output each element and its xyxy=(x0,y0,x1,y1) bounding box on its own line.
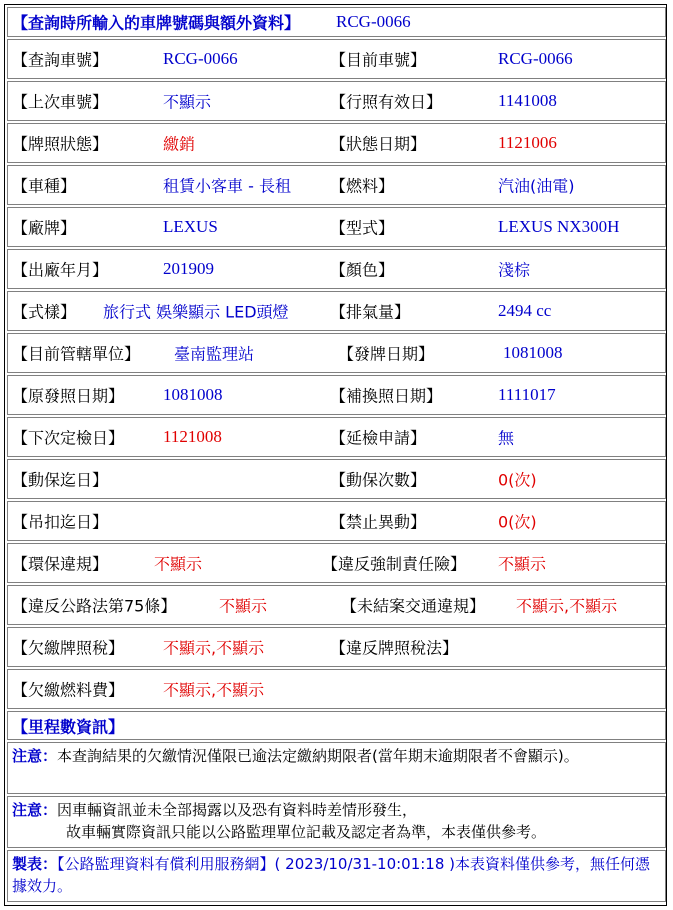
value-next-inspection: 1121008 xyxy=(163,427,222,446)
label-inspection-extension: 【延檢申請】 xyxy=(330,428,427,448)
note-disclaimer-line-1 xyxy=(12,799,661,821)
footer xyxy=(7,850,666,902)
value-plate-status: 繳銷 xyxy=(163,134,196,154)
label-next-inspection: 【下次定檢日】 xyxy=(12,428,125,448)
label-license-tax-violation: 【違反牌照稅法】 xyxy=(330,638,459,658)
value-original-issue-date: 1081008 xyxy=(163,385,223,404)
label-fuel-fee-arrears: 【欠繳燃料費】 xyxy=(12,680,125,700)
data-row xyxy=(7,627,666,667)
value-jurisdiction: 臺南監理站 xyxy=(174,344,255,364)
value-previous-plate: 不顯示 xyxy=(163,92,212,112)
label-suspension-end: 【吊扣迄日】 xyxy=(12,512,109,532)
data-row xyxy=(7,417,666,457)
value-environmental-violation: 不顯示 xyxy=(154,554,203,574)
value-transfer-ban: 0(次) xyxy=(498,512,537,532)
data-row xyxy=(7,333,666,373)
footer-head: 製表： xyxy=(12,855,58,873)
note-disclaimer-head: 注意： xyxy=(12,801,58,819)
value-color: 淺棕 xyxy=(498,260,531,280)
value-inspection-extension: 無 xyxy=(498,428,515,448)
value-brand: LEXUS xyxy=(163,217,218,236)
data-row xyxy=(7,459,666,499)
note-disclaimer-line-2 xyxy=(12,821,661,843)
header-label: 【查詢時所輸入的車牌號碼與額外資料】 xyxy=(12,13,301,33)
label-chattel-mortgage-count: 【動保次數】 xyxy=(330,470,427,490)
header-plate: RCG-0066 xyxy=(336,12,411,31)
data-row xyxy=(7,501,666,541)
label-issue-date: 【發牌日期】 xyxy=(338,344,435,364)
data-row xyxy=(7,39,666,79)
label-original-issue-date: 【原發照日期】 xyxy=(12,386,125,406)
label-transfer-ban: 【禁止異動】 xyxy=(330,512,427,532)
value-vehicle-type: 租賃小客車 - 長租 xyxy=(163,176,291,196)
label-vehicle-type: 【車種】 xyxy=(12,176,77,196)
label-fuel: 【燃料】 xyxy=(330,176,395,196)
value-displacement: 2494 cc xyxy=(498,301,552,320)
label-jurisdiction: 【目前管轄單位】 xyxy=(12,344,141,364)
label-manufacture-date: 【出廠年月】 xyxy=(12,260,109,280)
data-row xyxy=(7,123,666,163)
value-fuel: 汽油(油電) xyxy=(498,176,575,196)
value-status-date: 1121006 xyxy=(498,133,557,152)
value-insurance-violation: 不顯示 xyxy=(498,554,547,574)
label-model: 【型式】 xyxy=(330,218,395,238)
data-row xyxy=(7,585,666,625)
header-row xyxy=(7,7,666,37)
label-plate-status: 【牌照狀態】 xyxy=(12,134,109,154)
note-disclaimer-line2: 故車輛實際資訊只能以公路監理單位記載及認定者為準，本表僅供參考。 xyxy=(66,823,547,841)
value-body-style: 旅行式 娛樂顯示 LED頭燈 xyxy=(103,302,289,322)
value-issue-date: 1081008 xyxy=(503,343,563,362)
value-license-tax-arrears: 不顯示,不顯示 xyxy=(163,638,265,658)
mileage-label: 【里程數資訊】 xyxy=(12,717,125,736)
note-arrears-head: 注意： xyxy=(12,747,58,765)
note-arrears-text: 本查詢結果的欠繳情況僅限已逾法定繳納期限者(當年期末逾期限者不會顯示)。 xyxy=(57,747,579,765)
value-fuel-fee-arrears: 不顯示,不顯示 xyxy=(163,680,265,700)
label-highway-act-violation: 【違反公路法第75條】 xyxy=(12,596,177,616)
value-license-valid-date: 1141008 xyxy=(498,91,557,110)
note-arrears xyxy=(7,742,666,794)
value-current-plate: RCG-0066 xyxy=(498,49,573,68)
data-row xyxy=(7,249,666,289)
data-row xyxy=(7,669,666,709)
label-environmental-violation: 【環保違規】 xyxy=(12,554,109,574)
label-reissue-date: 【補換照日期】 xyxy=(330,386,443,406)
note-disclaimer xyxy=(7,796,666,848)
label-query-plate: 【查詢車號】 xyxy=(12,50,109,70)
label-brand: 【廠牌】 xyxy=(12,218,77,238)
data-row xyxy=(7,375,666,415)
label-status-date: 【狀態日期】 xyxy=(330,134,427,154)
value-highway-act-violation: 不顯示 xyxy=(219,596,268,616)
value-model: LEXUS NX300H xyxy=(498,217,620,236)
label-open-traffic-violation: 【未結案交通違規】 xyxy=(341,596,486,616)
label-license-tax-arrears: 【欠繳牌照稅】 xyxy=(12,638,125,658)
label-previous-plate: 【上次車號】 xyxy=(12,92,109,112)
footer-timestamp: ( 2023/10/31-10:01:18 ) xyxy=(274,855,456,873)
label-license-valid-date: 【行照有效日】 xyxy=(330,92,443,112)
data-row xyxy=(7,543,666,583)
footer-text: 本表資料僅供參考，無任何憑據效力。 xyxy=(12,855,651,895)
value-query-plate: RCG-0066 xyxy=(163,49,238,68)
note-disclaimer-line1: 因車輛資訊並未全部揭露以及恐有資料時差情形發生， xyxy=(57,801,418,819)
label-body-style: 【式樣】 xyxy=(12,302,77,322)
label-chattel-mortgage-end: 【動保迄日】 xyxy=(12,470,109,490)
data-row xyxy=(7,207,666,247)
data-row xyxy=(7,81,666,121)
value-reissue-date: 1111017 xyxy=(498,385,556,404)
value-chattel-mortgage-count: 0(次) xyxy=(498,470,537,490)
mileage-row xyxy=(7,711,666,740)
value-manufacture-date: 201909 xyxy=(163,259,214,278)
label-displacement: 【排氣量】 xyxy=(330,302,411,322)
footer-source: 【公路監理資料有償利用服務網】 xyxy=(57,855,275,873)
value-open-traffic-violation: 不顯示,不顯示 xyxy=(516,596,618,616)
label-insurance-violation: 【違反強制責任險】 xyxy=(322,554,467,574)
data-row xyxy=(7,165,666,205)
data-row xyxy=(7,291,666,331)
label-color: 【顏色】 xyxy=(330,260,395,280)
label-current-plate: 【目前車號】 xyxy=(330,50,427,70)
